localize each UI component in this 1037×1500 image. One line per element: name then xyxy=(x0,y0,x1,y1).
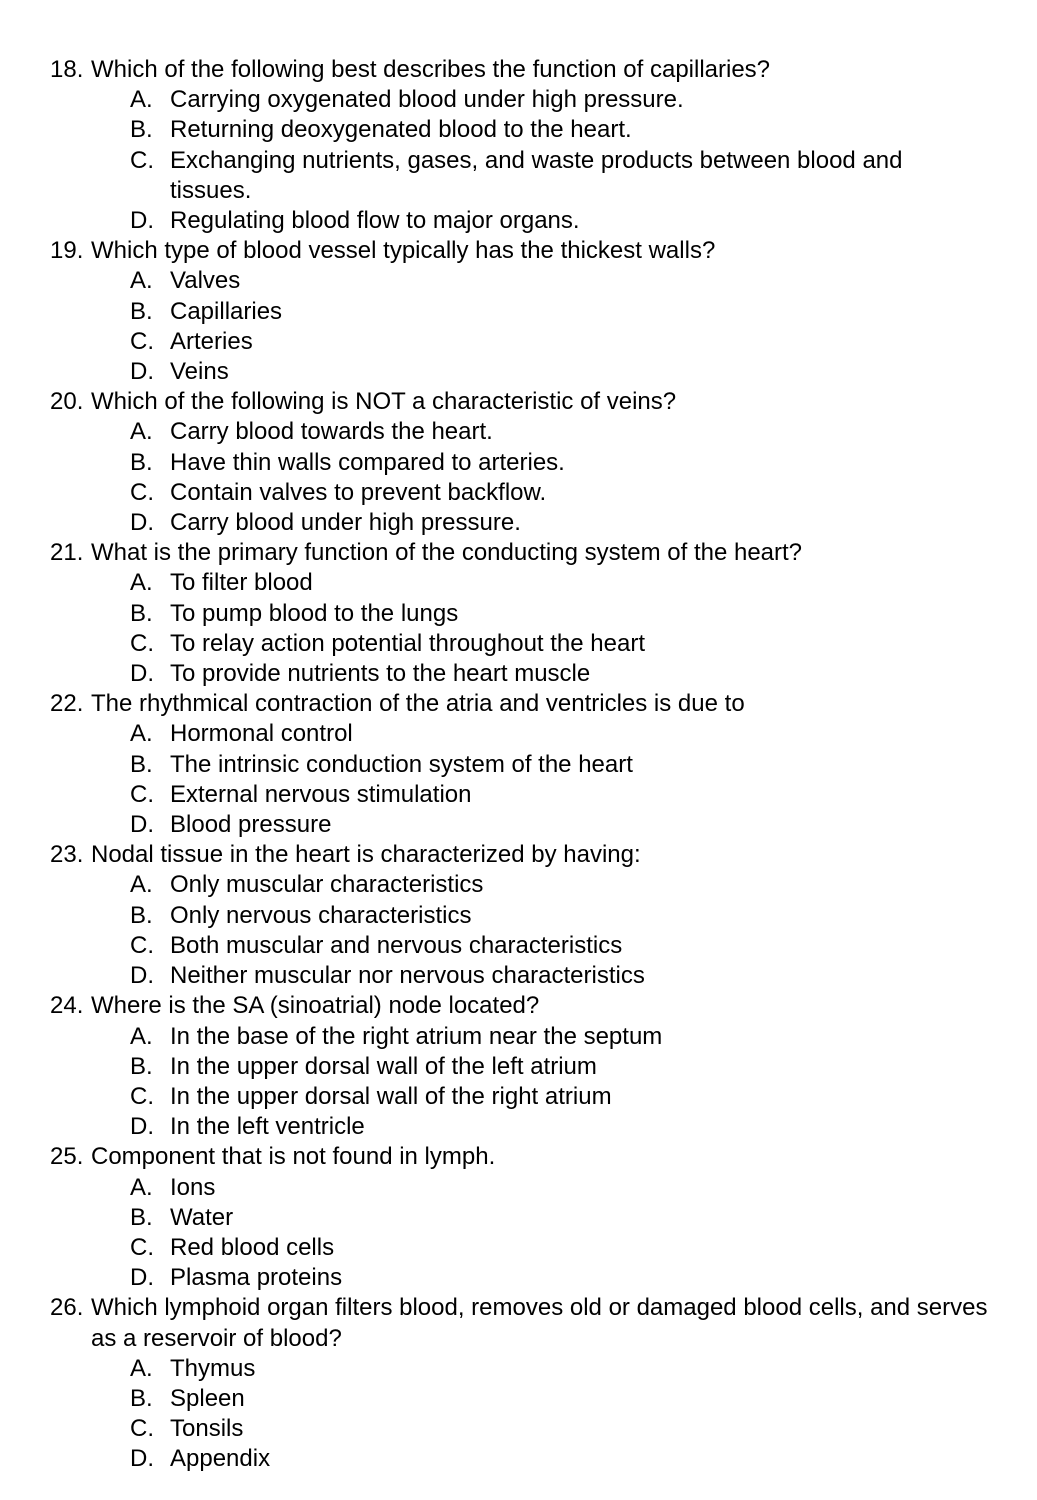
option-letter: B. xyxy=(130,599,153,627)
option-letter: B. xyxy=(130,1384,153,1412)
question-number: 18. xyxy=(50,56,84,83)
question-text: Which type of blood vessel typically has the thickest walls? xyxy=(91,237,716,265)
question-text: What is the primary function of the conducting system of the heart? xyxy=(91,539,803,567)
option-a xyxy=(0,719,1037,749)
answer-options xyxy=(0,85,1037,236)
option-text: Valves xyxy=(170,267,241,295)
option-text: Red blood cells xyxy=(170,1233,335,1261)
option-d xyxy=(0,1263,1037,1293)
option-letter: A. xyxy=(130,86,153,114)
option-text: Arteries xyxy=(170,327,253,355)
question-text: Which of the following best describes the function of capillaries? xyxy=(91,56,771,83)
option-a xyxy=(0,870,1037,900)
quiz-page xyxy=(0,55,1037,1475)
option-text: Only muscular characteristics xyxy=(170,871,484,899)
answer-options xyxy=(0,568,1037,689)
option-letter: C. xyxy=(130,478,154,506)
option-letter: B. xyxy=(130,297,153,325)
option-text: Only nervous characteristics xyxy=(170,901,472,929)
option-b xyxy=(0,750,1037,780)
question-22 xyxy=(0,689,1037,840)
question-text: Which of the following is NOT a characteristic of veins? xyxy=(91,388,677,416)
option-text: Thymus xyxy=(170,1354,256,1382)
option-letter: C. xyxy=(130,327,154,355)
answer-options xyxy=(0,1354,1037,1475)
option-text: Carry blood towards the heart. xyxy=(170,418,493,446)
option-letter: B. xyxy=(130,116,153,144)
option-text: Tonsils xyxy=(170,1415,244,1443)
option-text: Carry blood under high pressure. xyxy=(170,509,521,537)
answer-options xyxy=(0,870,1037,991)
question-number: 21. xyxy=(50,539,84,567)
option-letter: A. xyxy=(130,569,153,597)
question-number: 24. xyxy=(50,992,84,1020)
option-text: Regulating blood flow to major organs. xyxy=(170,207,580,235)
question-text: Which lymphoid organ filters blood, removes old or damaged blood cells, and serves as a reservoir of blood? xyxy=(91,1294,988,1352)
option-letter: A. xyxy=(130,267,153,295)
question-stem xyxy=(0,538,1037,568)
option-letter: B. xyxy=(130,1052,153,1080)
option-d xyxy=(0,1112,1037,1142)
option-text: External nervous stimulation xyxy=(170,780,472,808)
question-number: 23. xyxy=(50,841,84,869)
option-letter: D. xyxy=(130,660,154,688)
answer-options xyxy=(0,1022,1037,1143)
option-text: Neither muscular nor nervous characteristics xyxy=(170,962,645,990)
option-letter: A. xyxy=(130,1354,153,1382)
option-a xyxy=(0,85,1037,115)
question-number: 20. xyxy=(50,388,84,416)
question-stem xyxy=(0,1293,1037,1353)
option-a xyxy=(0,1022,1037,1052)
question-text: Where is the SA (sinoatrial) node located? xyxy=(91,992,540,1020)
option-b xyxy=(0,599,1037,629)
answer-options xyxy=(0,719,1037,840)
option-letter: D. xyxy=(130,811,154,839)
option-text: Hormonal control xyxy=(170,720,353,748)
option-letter: B. xyxy=(130,448,153,476)
option-text: Spleen xyxy=(170,1384,245,1412)
option-c xyxy=(0,478,1037,508)
option-b xyxy=(0,115,1037,145)
option-letter: C. xyxy=(130,629,154,657)
option-text: Blood pressure xyxy=(170,811,332,839)
option-c xyxy=(0,931,1037,961)
option-letter: C. xyxy=(130,931,154,959)
question-stem xyxy=(0,236,1037,266)
option-text: The intrinsic conduction system of the heart xyxy=(170,750,633,778)
option-text: Contain valves to prevent backflow. xyxy=(170,478,547,506)
option-d xyxy=(0,961,1037,991)
question-text: Nodal tissue in the heart is characterized by having: xyxy=(91,841,641,869)
option-text: Ions xyxy=(170,1173,216,1201)
option-letter: A. xyxy=(130,1173,153,1201)
option-letter: C. xyxy=(130,1233,154,1261)
option-text: Plasma proteins xyxy=(170,1264,343,1292)
option-text: Have thin walls compared to arteries. xyxy=(170,448,565,476)
option-letter: A. xyxy=(130,871,153,899)
question-18 xyxy=(0,55,1037,236)
option-letter: D. xyxy=(130,1113,154,1141)
option-text: Capillaries xyxy=(170,297,283,325)
option-c xyxy=(0,327,1037,357)
option-c xyxy=(0,146,1037,206)
question-text: Component that is not found in lymph. xyxy=(91,1143,496,1171)
option-a xyxy=(0,417,1037,447)
question-26 xyxy=(0,1293,1037,1474)
option-text: To filter blood xyxy=(170,569,313,597)
option-a xyxy=(0,568,1037,598)
option-text: In the upper dorsal wall of the left atrium xyxy=(170,1052,597,1080)
option-letter: D. xyxy=(130,509,154,537)
option-text: To relay action potential throughout the heart xyxy=(170,629,645,657)
option-c xyxy=(0,1233,1037,1263)
option-a xyxy=(0,1173,1037,1203)
option-d xyxy=(0,810,1037,840)
option-letter: C. xyxy=(130,780,154,808)
option-a xyxy=(0,266,1037,296)
option-text: Returning deoxygenated blood to the heart. xyxy=(170,116,632,144)
question-text: The rhythmical contraction of the atria and ventricles is due to xyxy=(91,690,745,718)
option-d xyxy=(0,357,1037,387)
option-letter: C. xyxy=(130,1082,154,1110)
option-d xyxy=(0,1444,1037,1474)
question-stem xyxy=(0,1142,1037,1172)
question-23 xyxy=(0,840,1037,991)
option-d xyxy=(0,659,1037,689)
option-letter: A. xyxy=(130,418,153,446)
option-c xyxy=(0,1082,1037,1112)
option-letter: B. xyxy=(130,750,153,778)
option-b xyxy=(0,1052,1037,1082)
question-number: 26. xyxy=(50,1294,84,1322)
option-text: Water xyxy=(170,1203,234,1231)
question-number: 25. xyxy=(50,1143,84,1171)
option-letter: C. xyxy=(130,146,154,174)
option-text: In the left ventricle xyxy=(170,1113,365,1141)
question-19 xyxy=(0,236,1037,387)
option-text: Veins xyxy=(170,358,229,386)
option-letter: D. xyxy=(130,358,154,386)
question-stem xyxy=(0,55,1037,85)
option-text: Appendix xyxy=(170,1445,271,1473)
question-stem xyxy=(0,689,1037,719)
option-text: To pump blood to the lungs xyxy=(170,599,459,627)
option-text: In the upper dorsal wall of the right atrium xyxy=(170,1082,612,1110)
option-b xyxy=(0,901,1037,931)
answer-options xyxy=(0,1173,1037,1294)
option-text: Exchanging nutrients, gases, and waste products between blood and tissues. xyxy=(170,146,903,204)
question-21 xyxy=(0,538,1037,689)
option-text: Carrying oxygenated blood under high pressure. xyxy=(170,86,684,114)
question-stem xyxy=(0,387,1037,417)
question-24 xyxy=(0,991,1037,1142)
question-20 xyxy=(0,387,1037,538)
option-letter: B. xyxy=(130,1203,153,1231)
option-letter: D. xyxy=(130,1264,154,1292)
option-b xyxy=(0,448,1037,478)
option-text: In the base of the right atrium near the septum xyxy=(170,1022,663,1050)
question-number: 22. xyxy=(50,690,84,718)
option-letter: D. xyxy=(130,1445,154,1473)
option-b xyxy=(0,297,1037,327)
option-letter: D. xyxy=(130,207,154,235)
option-letter: A. xyxy=(130,1022,153,1050)
answer-options xyxy=(0,266,1037,387)
option-d xyxy=(0,206,1037,236)
option-letter: B. xyxy=(130,901,153,929)
option-b xyxy=(0,1203,1037,1233)
question-stem xyxy=(0,991,1037,1021)
option-letter: A. xyxy=(130,720,153,748)
option-a xyxy=(0,1354,1037,1384)
option-text: To provide nutrients to the heart muscle xyxy=(170,660,591,688)
option-c xyxy=(0,1414,1037,1444)
option-text: Both muscular and nervous characteristics xyxy=(170,931,623,959)
option-c xyxy=(0,780,1037,810)
question-25 xyxy=(0,1142,1037,1293)
option-d xyxy=(0,508,1037,538)
answer-options xyxy=(0,417,1037,538)
option-c xyxy=(0,629,1037,659)
option-letter: C. xyxy=(130,1415,154,1443)
option-letter: D. xyxy=(130,962,154,990)
option-b xyxy=(0,1384,1037,1414)
question-stem xyxy=(0,840,1037,870)
question-number: 19. xyxy=(50,237,84,265)
